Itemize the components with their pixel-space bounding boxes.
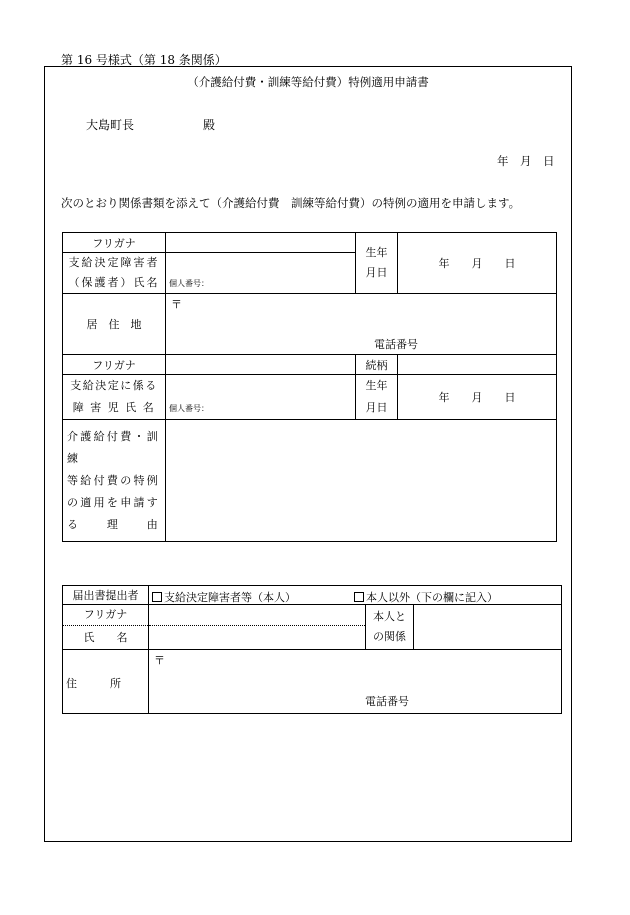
applicant-name-label: 支給決定障害者 （保護者）氏名 [63,253,166,294]
applicant-furigana-field[interactable] [166,233,356,253]
child-personal-number-label: 個人番号： [169,404,209,413]
submitter-table [62,585,562,714]
submitter-name-text: 氏 名 [83,631,128,644]
checkbox-other[interactable] [354,592,364,602]
honorific: 殿 [203,118,216,132]
child-name-label: 支給決定に係る 障 害 児 氏 名 [63,375,166,420]
submitter-phone-label: 電話番号 [365,695,409,708]
applicant-address-label: 居 住 地 [63,294,166,355]
submitter-address-field[interactable] [149,650,562,714]
submitter-relation-field[interactable] [414,605,562,650]
child-name-field[interactable] [166,375,356,420]
submitter-relation-label: 本人と の関係 [366,605,414,650]
child-birth-label: 生年 月日 [356,375,398,420]
form-title: （介護給付費・訓練等給付費）特例適用申請書 [187,75,429,89]
child-relation-field[interactable] [398,355,557,375]
child-furigana-label: フリガナ [63,355,166,375]
checkbox-self[interactable] [152,592,162,602]
form-number: 第 16 号様式（第 18 条関係） [61,53,227,67]
submitter-label: 届出書提出者 [63,586,149,605]
applicant-birth-date[interactable]: 年 月 日 [398,233,557,294]
submitter-address-label: 住 所 [63,650,149,714]
child-furigana-field[interactable] [166,355,356,375]
submitter-furigana-label: フリガナ [63,605,148,626]
child-relation-label: 続柄 [356,355,398,375]
applicant-furigana-label: フリガナ [63,233,166,253]
applicant-address-field[interactable] [166,294,557,355]
applicant-phone-label: 電話番号 [374,338,418,351]
option-other[interactable]: 本人以外（下の欄に記入） [354,589,498,605]
option-self[interactable]: 支給決定障害者等（本人） [152,589,296,605]
intro-text: 次のとおり関係書類を添えて（介護給付費 訓練等給付費）の特例の適用を申請します。 [61,196,521,210]
submitter-furigana-field[interactable] [149,605,365,626]
reason-field[interactable] [166,420,557,542]
applicant-name-field[interactable] [166,253,356,294]
submitter-options [149,586,562,605]
applicant-table [62,232,557,542]
reason-label: 介護給付費・訓練 等給付費の特例 の適用を申請す る 理 由 [63,420,166,542]
submitter-name-label [63,605,149,650]
child-birth-date[interactable]: 年 月 日 [398,375,557,420]
applicant-personal-number-label: 個人番号： [169,279,209,288]
applicant-postal-mark: 〒 [171,298,182,311]
application-date: 年 月 日 [497,154,555,168]
addressee: 大島町長 [86,118,135,132]
submitter-postal-mark: 〒 [154,654,165,667]
applicant-birth-label: 生年 月日 [356,233,398,294]
submitter-name-field[interactable] [149,605,366,650]
